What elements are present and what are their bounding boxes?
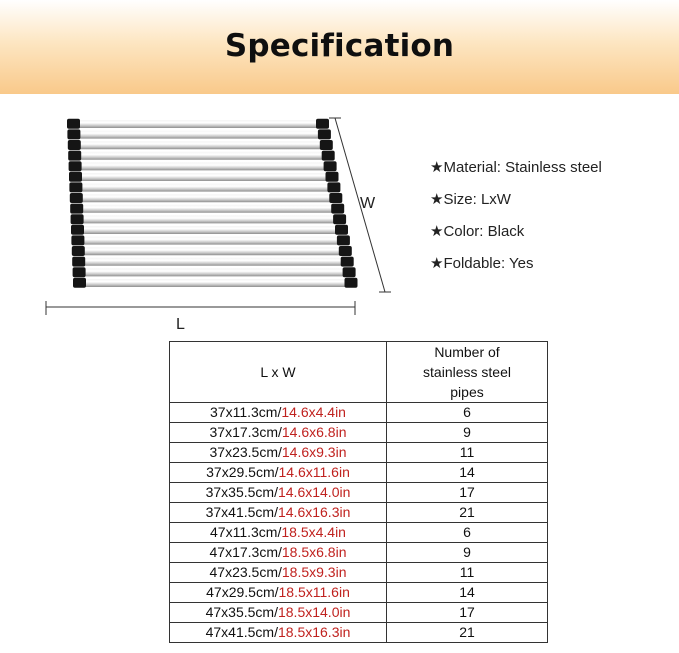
size-cm: 37x17.3cm/ (209, 424, 282, 440)
size-cell (170, 503, 387, 523)
size-cell (170, 523, 387, 543)
strap-segment (70, 204, 83, 214)
steel-pipe (77, 141, 326, 149)
strap-segment (343, 267, 356, 277)
size-inch: 18.5x6.8in (281, 544, 347, 560)
header-size: L x W (170, 342, 387, 403)
size-cell (170, 403, 387, 423)
steel-pipe (82, 268, 349, 276)
size-inch: 18.5x14.0in (277, 604, 351, 620)
table-row (170, 523, 548, 543)
size-cm: 47x41.5cm/ (205, 624, 278, 640)
size-cm: 37x35.5cm/ (205, 484, 278, 500)
pipe-count-cell: 17 (387, 483, 548, 503)
size-cell (170, 543, 387, 563)
strap-segment (68, 151, 81, 161)
strap-segment (68, 140, 81, 150)
pipe-count-cell: 17 (387, 603, 548, 623)
strap-segment (345, 278, 358, 288)
length-dimension (46, 301, 355, 333)
size-cell (170, 463, 387, 483)
table-row (170, 603, 548, 623)
size-cell (170, 483, 387, 503)
steel-pipe (79, 194, 336, 202)
size-inch: 18.5x4.4in (281, 524, 346, 540)
size-inch: 14.6x11.6in (278, 464, 350, 480)
strap-segment (337, 235, 350, 245)
pipe-count-cell: 11 (387, 443, 548, 463)
pipe-count-cell: 21 (387, 503, 548, 523)
strap-segment (69, 172, 82, 182)
pipe-count-cell: 14 (387, 583, 548, 603)
strap-segment (331, 204, 344, 214)
table-row (170, 463, 548, 483)
size-cm: 47x23.5cm/ (209, 564, 282, 580)
strap-segment (71, 225, 84, 235)
steel-pipe (80, 237, 343, 245)
roll-up-rack-image (40, 110, 400, 335)
table-row (170, 583, 548, 603)
size-inch: 14.6x4.4in (281, 404, 346, 420)
strap-segment (327, 182, 340, 192)
size-inch: 14.6x9.3in (281, 444, 347, 460)
steel-pipe (76, 131, 324, 139)
size-cell (170, 583, 387, 603)
strap-segment (329, 193, 342, 203)
steel-pipe (78, 184, 333, 192)
size-inch: 18.5x9.3in (281, 564, 347, 580)
strap-segment (73, 278, 86, 288)
size-cell (170, 603, 387, 623)
spec-material: ★Material: Stainless steel (430, 159, 602, 176)
strap-segment (320, 140, 333, 150)
spec-foldable: ★Foldable: Yes (430, 255, 534, 272)
strap-segment (71, 235, 84, 245)
pipe-count-cell: 6 (387, 403, 548, 423)
steel-pipe (77, 152, 328, 160)
strap-segment (73, 267, 86, 277)
strap-segment (322, 151, 335, 161)
steel-pipe (81, 258, 347, 266)
strap-segment (67, 119, 80, 129)
table-row (170, 443, 548, 463)
size-cell (170, 623, 387, 643)
table-row (170, 623, 548, 643)
size-cm: 37x23.5cm/ (209, 444, 282, 460)
page-title: Specification (224, 28, 455, 64)
length-label: L (176, 316, 185, 333)
strap-segment (341, 257, 354, 267)
strap-segment (324, 161, 337, 171)
strap-segment (326, 172, 339, 182)
table-header-row (170, 342, 548, 403)
table-row (170, 423, 548, 443)
steel-pipes (76, 120, 351, 287)
pipe-count-cell: 9 (387, 543, 548, 563)
steel-pipe (81, 247, 345, 255)
strap-segment (70, 193, 83, 203)
table-row (170, 483, 548, 503)
size-inch: 14.6x16.3in (277, 504, 351, 520)
strap-segment (72, 246, 85, 256)
size-cm: 47x35.5cm/ (205, 604, 278, 620)
spec-list (430, 158, 602, 286)
steel-pipe (82, 279, 351, 287)
steel-pipe (80, 226, 341, 234)
pipe-count-cell: 11 (387, 563, 548, 583)
strap-segment (69, 182, 82, 192)
table-row (170, 403, 548, 423)
size-cm: 37x41.5cm/ (205, 504, 278, 520)
steel-pipe (80, 215, 340, 223)
size-inch: 18.5x11.6in (278, 584, 350, 600)
pipe-count-cell: 14 (387, 463, 548, 483)
header-pipes (387, 342, 548, 403)
pipe-count-cell: 21 (387, 623, 548, 643)
size-cm: 47x17.3cm/ (209, 544, 282, 560)
strap-segment (316, 119, 329, 129)
strap-segment (318, 129, 331, 139)
size-inch: 14.6x6.8in (281, 424, 347, 440)
size-cell (170, 563, 387, 583)
size-cell (170, 423, 387, 443)
strap-segment (71, 214, 84, 224)
spec-color: ★Color: Black (430, 223, 525, 240)
size-cm: 47x29.5cm/ (206, 584, 279, 600)
table-row (170, 543, 548, 563)
steel-pipe (78, 173, 332, 181)
steel-pipe (78, 162, 330, 170)
strap-segment (335, 225, 348, 235)
steel-pipe (79, 205, 337, 213)
strap-segment (72, 257, 85, 267)
header-pipes-text: Number of stainless steel pipes (423, 344, 511, 400)
table-row (170, 563, 548, 583)
strap-segment (69, 161, 82, 171)
pipe-count-cell: 9 (387, 423, 548, 443)
table-row (170, 503, 548, 523)
steel-pipe (76, 120, 322, 128)
size-table (169, 341, 548, 643)
size-inch: 18.5x16.3in (277, 624, 351, 640)
rack-diagram (40, 110, 400, 335)
size-cm: 37x29.5cm/ (206, 464, 279, 480)
pipe-count-cell: 6 (387, 523, 548, 543)
spec-size: ★Size: LxW (430, 191, 511, 208)
size-inch: 14.6x14.0in (277, 484, 351, 500)
width-label: W (360, 195, 376, 212)
size-cell (170, 443, 387, 463)
strap-segment (339, 246, 352, 256)
header-banner (0, 0, 679, 94)
size-cm: 37x11.3cm/ (210, 404, 282, 420)
strap-segment (333, 214, 346, 224)
size-cm: 47x11.3cm/ (210, 524, 282, 540)
strap-segment (67, 129, 80, 139)
